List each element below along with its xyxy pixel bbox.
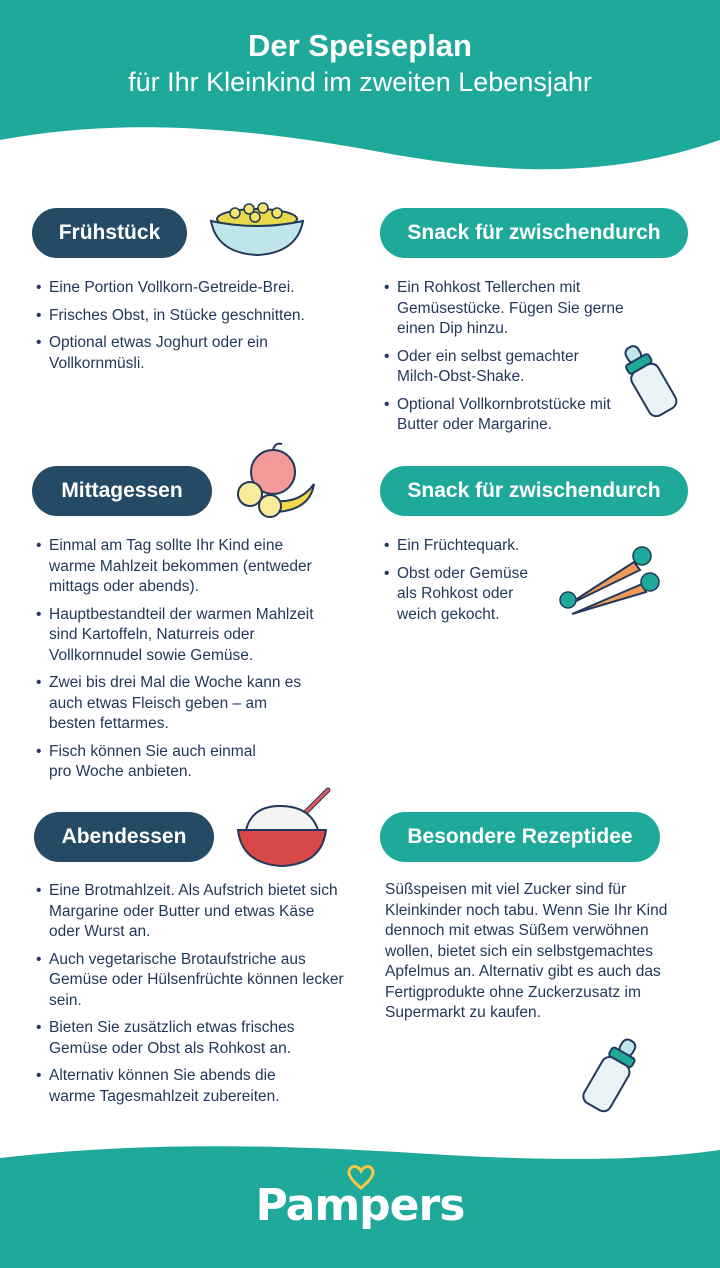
page-subtitle: für Ihr Kleinkind im zweiten Lebensjahr [128,67,592,97]
list-item: • Fisch können Sie auch einmal pro Woche anbieten. [36,742,268,783]
list-item: • Eine Brotmahlzeit. Als Aufstrich bietet sich Margarine oder Butter und etwas Käse oder Wurst an. [36,881,346,943]
list-item: • Oder ein selbst gemachter Milch-Obst-Shake. [384,347,609,388]
page-title: Der Speiseplan [248,28,472,63]
list-item: • Zwei bis drei Mal die Woche kann es auch etwas Fleisch geben – am besten fettarmes. [36,673,308,735]
pampers-logo[interactable]: Pampers [255,1180,465,1231]
section-label-rezept [380,812,660,862]
list-abendessen [36,881,346,1114]
section-label-fruehstueck [32,208,187,258]
list-item: • Hauptbestandteil der warmen Mahlzeit sind Kartoffeln, Naturreis oder Vollkornnudel sowie Gemüse. [36,605,326,667]
list-item: • Optional etwas Joghurt oder ein Vollkornmüsli. [36,333,346,374]
section-label-text: Besondere Rezeptidee [407,825,633,848]
section-label-snack-1 [380,208,688,258]
section-label-text: Snack für zwischendurch [407,221,661,244]
list-item: • Einmal am Tag sollte Ihr Kind eine warme Mahlzeit bekommen (entweder mittags oder abends). [36,536,326,598]
section-label-text: Mittagessen [61,479,183,502]
section-label-text: Frühstück [58,221,161,244]
carrots-icon [552,542,662,627]
baby-bottle-icon [574,1035,654,1125]
section-label-abendessen [34,812,214,862]
rice-bowl-icon [232,784,337,879]
section-label-snack-2 [380,466,688,516]
section-label-mittagessen [32,466,212,516]
list-item: • Optional Vollkornbrotstücke mit Butter oder Margarine. [384,395,614,436]
list-item: • Frisches Obst, in Stücke geschnitten. [36,306,346,327]
list-item: • Ein Rohkost Tellerchen mit Gemüsestücke. Fügen Sie gerne einen Dip hinzu. [384,278,649,340]
baby-bottle-icon [618,335,693,430]
list-item: • Ein Früchtequark. [384,536,554,557]
list-item: • Auch vegetarische Brotaufstriche aus Gemüse oder Hülsenfrüchte können lecker sein. [36,950,346,1012]
fruit-icon [228,440,323,530]
list-snack-2 [384,536,554,632]
list-mittagessen [36,536,326,790]
section-label-text: Snack für zwischendurch [407,479,661,502]
list-item: • Bieten Sie zusätzlich etwas frisches Gemüse oder Obst als Rohkost an. [36,1018,331,1059]
list-fruehstueck [36,278,346,381]
cereal-bowl-icon [205,195,310,270]
section-label-text: Abendessen [61,825,187,848]
list-item: • Obst oder Gemüse als Rohkost oder weich gekocht. [384,564,549,626]
rezept-text: Süßspeisen mit viel Zucker sind für Kleinkinder noch tabu. Wenn Sie Ihr Kind dennoch mit etwas Süßem verwöhnen wollen, bietet sich ein selbstgemachtes Apfelmus an. Alternativ gibt es auch das Fertigprodukte ohne Zuckerzusatz im Supermarkt zu kaufen. [385,881,668,1021]
list-item: • Eine Portion Vollkorn-Getreide-Brei. [36,278,346,299]
list-item: • Alternativ können Sie abends die warme Tagesmahlzeit zubereiten. [36,1066,321,1107]
